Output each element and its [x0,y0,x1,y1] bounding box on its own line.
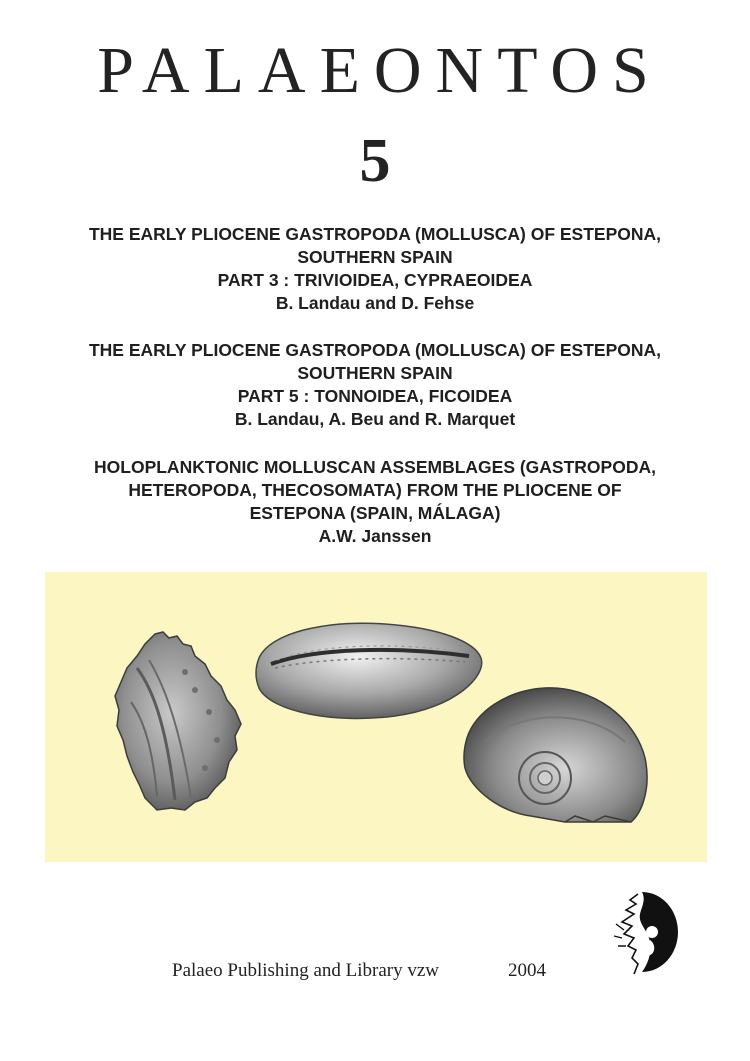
cowrie-shell-image [256,623,482,718]
nautiloid-shell-image [464,688,647,822]
shell-plate-illustration [45,572,707,862]
article-3-title-line-1: HOLOPLANKTONIC MOLLUSCAN ASSEMBLAGES (GASTROPODA, [94,457,656,477]
article-2 [30,339,720,431]
publication-year: 2004 [508,960,546,981]
article-2-part: PART 5 : TONNOIDEA, FICOIDEA [237,386,513,406]
article-1-authors: B. Landau and D. Fehse [275,293,475,313]
article-2-title-line-1: THE EARLY PLIOCENE GASTROPODA (MOLLUSCA) OF ESTEPONA, [88,340,662,360]
article-3-title-line-2: HETEROPODA, THECOSOMATA) FROM THE PLIOCENE OF [128,480,622,500]
volume-number: 5 [359,127,391,195]
article-3 [30,456,720,548]
article-1-part: PART 3 : TRIVIOIDEA, CYPRAEOIDEA [217,270,533,290]
article-2-title-line-2: SOUTHERN SPAIN [297,363,453,383]
article-3-title-line-3: ESTEPONA (SPAIN, MÁLAGA) [249,503,501,523]
article-1-title-line-2: SOUTHERN SPAIN [297,247,453,267]
ficus-shell-image [115,632,241,810]
article-3-authors: A.W. Janssen [318,526,432,546]
article-1-title-line-1: THE EARLY PLIOCENE GASTROPODA (MOLLUSCA) OF ESTEPONA, [88,224,662,244]
article-2-authors: B. Landau, A. Beu and R. Marquet [234,409,516,429]
publisher-logo-icon [602,884,692,984]
journal-title: PALAEONTOS [97,34,663,107]
article-1 [30,223,720,315]
shell-plate [45,572,707,862]
publisher-name: Palaeo Publishing and Library vzw [172,960,440,981]
